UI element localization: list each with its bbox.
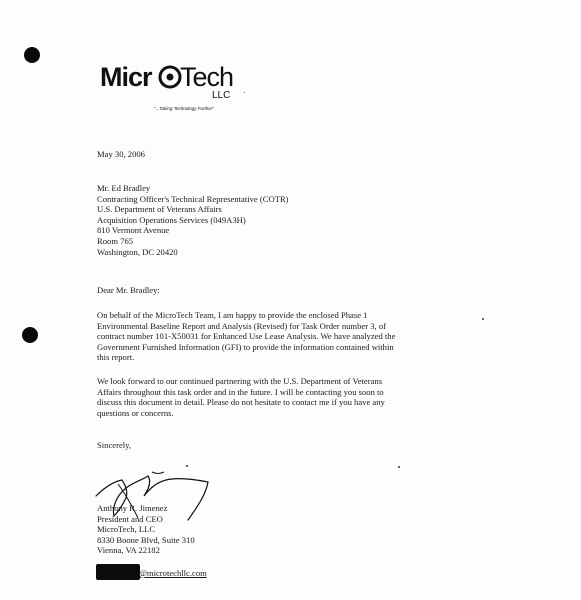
signer-name: Anthony R. Jimenez (97, 503, 168, 513)
recipient-line: Mr. Ed Bradley (97, 183, 151, 193)
paragraph-line: Environmental Baseline Report and Analysis (Revised) for Task Order number 3, of (97, 320, 386, 331)
letter-date: May 30, 2006 (97, 149, 145, 159)
svg-text:Tech: Tech (180, 62, 234, 92)
logo-tagline: "...Taking Technology Further" (154, 106, 214, 111)
paragraph-line: Affairs throughout this task order and in the future. I will be contacting you soon to (97, 386, 384, 397)
scan-speck (186, 465, 188, 467)
paragraph-line: Government Furnished Information (GFI) to provide the information contained within (97, 341, 394, 352)
signer-title: President and CEO (97, 513, 163, 524)
hole-punch-top (24, 47, 40, 63)
signer-city: Vienna, VA 22182 (97, 545, 160, 556)
recipient-line: Room 765 (97, 235, 134, 246)
scan-speck (482, 318, 484, 320)
microtech-logo (100, 58, 240, 118)
scan-speck (398, 466, 400, 468)
signer-company: MicroTech, LLC (97, 524, 156, 535)
signer-email[interactable]: @microtechllc.com (139, 568, 207, 578)
recipient-line: Washington, DC 20420 (97, 246, 178, 257)
paragraph-line: this report. (97, 352, 135, 363)
body-paragraph-2 (97, 376, 385, 418)
paragraph-line: questions or concerns. (97, 407, 174, 418)
logo-llc: LLC (212, 90, 231, 101)
paragraph-line: discuss this document in detail. Please do not hesitate to contact me if you have any (97, 397, 385, 408)
body-paragraph-1 (97, 310, 395, 363)
redaction-bar (96, 564, 140, 580)
microtech-logo-graphic (100, 58, 240, 118)
recipient-line: Contracting Officer's Technical Representative (COTR) (97, 193, 289, 204)
hole-punch-middle (22, 327, 38, 343)
svg-text:Micr: Micr (100, 62, 152, 92)
recipient-line: U.S. Department of Veterans Affairs (97, 204, 222, 215)
recipient-address (97, 183, 289, 257)
paragraph-line: On behalf of the MicroTech Team, I am happy to provide the enclosed Phase 1 (97, 310, 368, 320)
paragraph-line: contract number 101-X50031 for Enhanced Use Lease Analysis. We have analyzed the (97, 331, 396, 342)
recipient-line: Acquisition Operations Services (049A3H) (97, 214, 246, 225)
closing: Sincerely, (97, 440, 132, 450)
salutation: Dear Mr. Bradley: (97, 285, 160, 295)
scan-speck (244, 92, 245, 93)
signature-block (97, 503, 195, 556)
recipient-line: 810 Vermont Avenue (97, 225, 170, 236)
signer-street: 8330 Boone Blvd, Suite 310 (97, 534, 195, 545)
paragraph-line: We look forward to our continued partnering with the U.S. Department of Veterans (97, 376, 383, 386)
